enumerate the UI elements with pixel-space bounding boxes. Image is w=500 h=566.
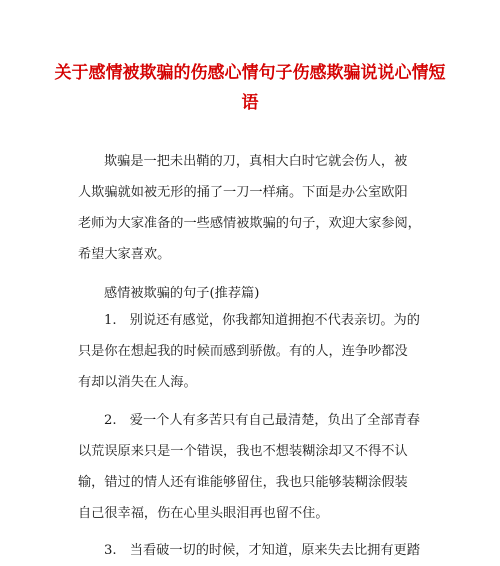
- list-item-line: 3. 当看破一切的时候，才知道，原来失去比拥有更踏: [104, 543, 420, 558]
- list-item-1: [78, 305, 438, 398]
- intro-line: 人欺骗就如被无形的捅了一刀一样痛。下面是办公室欧阳: [78, 185, 408, 200]
- list-item-line: 1. 别说还有感觉，你我都知道拥抱不代表亲切。为的: [104, 313, 420, 328]
- list-item-line: 以荒误原来只是一个错误，我也不想装糊涂却又不得不认: [78, 444, 408, 459]
- list-item-line: 自己很幸福，伤在心里头眼泪再也留不住。: [78, 506, 329, 521]
- list-item-2: [78, 405, 438, 529]
- section-heading-text: 感情被欺骗的句子(推荐篇): [104, 286, 260, 301]
- intro-line: 老师为大家准备的一些感情被欺骗的句子，欢迎大家参阅，: [78, 216, 421, 231]
- document-title-line-1: 关于感情被欺骗的伤感心情句子伤感欺骗说说心情短: [54, 63, 446, 83]
- list-item-line: 输，错过的情人还有谁能够留住，我也只能够装糊涂假装: [78, 475, 408, 490]
- list-item-line: 2. 爱一个人有多苦只有自己最清楚，负出了全部青春: [104, 413, 420, 428]
- list-item-line: 有却以消失在人海。: [78, 375, 197, 390]
- list-item-3: [78, 535, 438, 566]
- intro-paragraph: [78, 146, 438, 270]
- document-title-line-2: 语: [241, 93, 259, 113]
- intro-line: 希望大家喜欢。: [78, 247, 171, 262]
- list-item-line: 只是你在想起我的时候而感到骄傲。有的人，连争吵都没: [78, 344, 408, 359]
- intro-line: 欺骗是一把未出鞘的刀，真相大白时它就会伤人，被: [104, 154, 408, 169]
